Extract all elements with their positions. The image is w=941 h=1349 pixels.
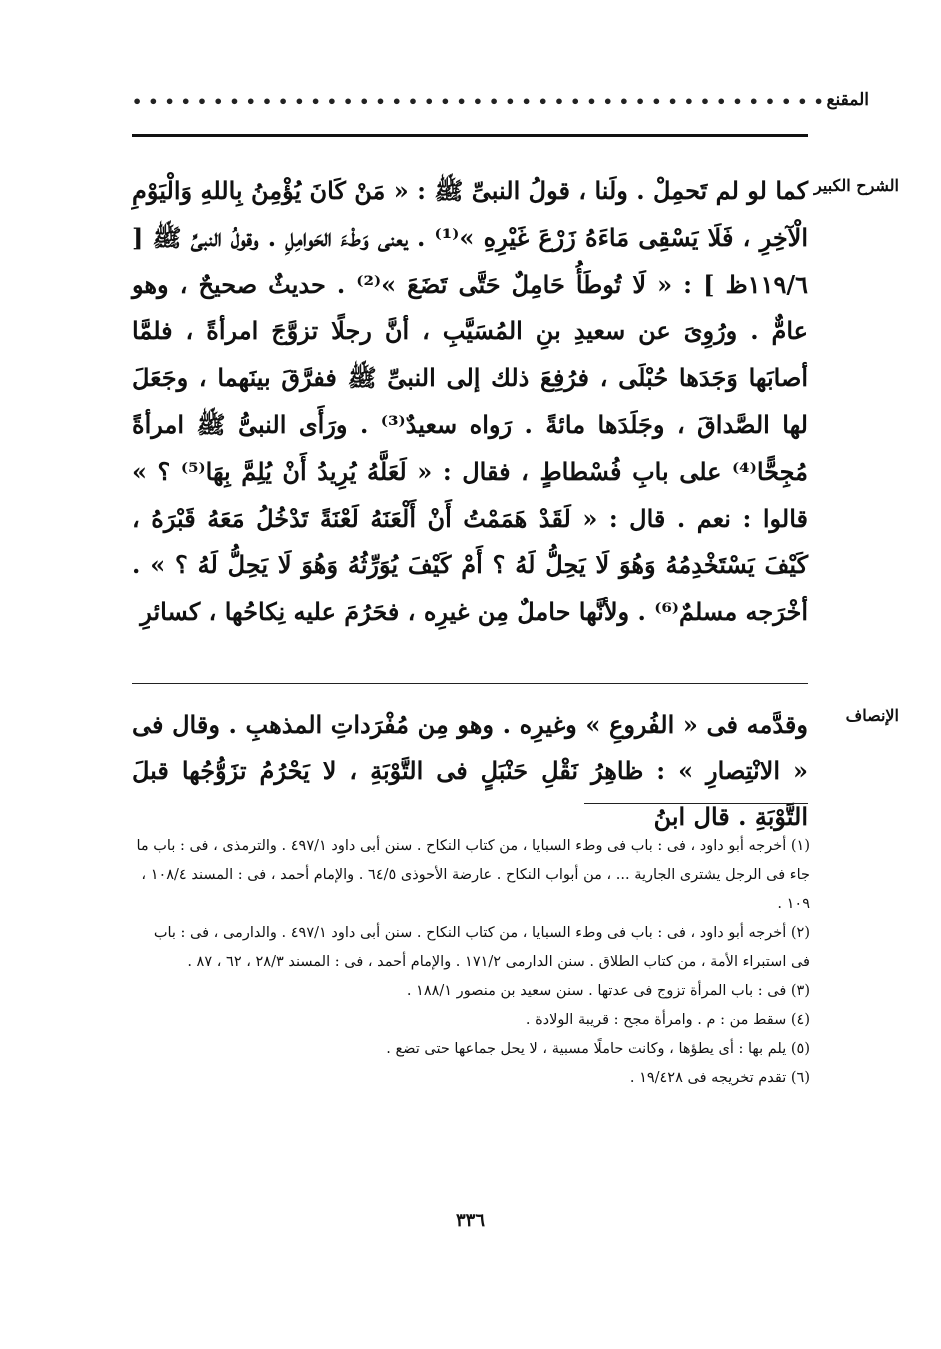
page-number: ٣٣٦ [455,1210,485,1231]
section-divider [132,683,808,684]
sharh-paragraph: كما لو لم تَحمِلْ . ولَنا ، قولُ النبىِّ ﷺ : « مَنْ كَانَ يُؤْمِنُ بِاللهِ وَالْيَوْمِ الْآخِرِ ، فَلَا يَسْقِى مَاءَهُ زَرْعَ غَيْرِهِ »⁽¹⁾ . يعنى وَطْءَ الحَوامِلِ . وقولُ النبىِّ ﷺ [ ١١٩/٦ظ ] : « لَا تُوطَأُ حَامِلٌ حَتَّى تَضَعَ »⁽²⁾ . حديثٌ صحيحٌ ، وهو عامٌّ . ورُوِىَ عن سعيدِ بنِ المُسَيَّبِ ، أنَّ رجلًا تزوَّجَ امرأةً ، فلمَّا أصابَها وَجَدَها حُبْلَى ، فرُفِعَ ذلك إلى النبىِّ ﷺ ففرَّقَ بينَهما ، وجَعَلَ لها الصَّداقَ ، وجَلَدَها مائةً . رَواه سعيدٌ⁽³⁾ . ورَأَى النبىُّ ﷺ امرأةً مُجِحًّا⁽⁴⁾ على بابِ فُسْطاطٍ ، فقال : « لَعَلَّهُ يُرِيدُ أَنْ يُلِمَّ بِهَا⁽⁵⁾ ؟ » قالوا : نعم . قال : « لَقَدْ هَمَمْتُ أَنْ أَلْعَنَهُ لَعْنَةً تَدْخُلُ مَعَهُ قَبْرَهُ ، كَيْفَ يَسْتَخْدِمُهُ وَهُوَ لَا يَحِلُّ لَهُ ؟ أَمْ كَيْفَ يُوَرِّثُهُ وَهُوَ لَا يَحِلُّ لَهُ ؟ » . أخْرَجه مسلمٌ⁽⁶⁾ . ولأنَّها حاملٌ مِن غيرِه ، فحَرُمَ عليه نِكاحُها ، كسائرِ [132,176,809,627]
footnote-1: (١) أخرجه أبو داود ، فى : باب فى وطء السبايا ، من كتاب النكاح . سنن أبى داود ٤٩٧/١ . والترمذى ، فى : باب ما جاء فى الرجل يشترى الجارية ... ، من أبواب النكاح . عارضة الأحوذى ٦٤/٥ . والإمام أحمد ، فى : المسند ١٠٨/٤ ، ١٠٩ . [136,838,810,912]
footnote-rule [584,803,808,804]
footnote-2: (٢) أخرجه أبو داود ، فى : باب فى وطء السبايا ، من كتاب النكاح . سنن أبى داود ٤٩٧/١ . والدارمى ، فى : باب فى استبراء الأمة ، من كتاب الطلاق . سنن الدارمى ١٧١/٢ . والإمام أحمد ، فى : المسند ٢٨/٣ ، ٦٢ ، ٨٧ . [153,925,810,970]
sharh-main-text [132,168,808,673]
footnote-5: (٥) يلم بها : أى يطؤها ، وكانت حاملًا مسبية ، لا يحل جماعها حتى تضع . [386,1041,810,1057]
header-rule [132,134,808,137]
running-header [0,90,941,130]
footnotes [132,832,810,1093]
footnote-6: (٦) تقدم تخريجه فى ١٩/٤٢٨ . [629,1070,810,1086]
header-dotted-leader: ••••••••••••••••••••••••••••••••••••••••••• [132,92,830,111]
insaf-section-label: الإنصاف [845,706,899,725]
sharh-section-label: الشرح الكبير [814,176,899,195]
header-title: المقنع [826,90,869,110]
footnote-4: (٤) سقط من : م . وامرأة مجح : قريبة الولادة . [525,1012,810,1028]
insaf-text [132,702,808,831]
footnote-3: (٣) فى : باب المرأة تزوج فى عدتها . سنن سعيد بن منصور ١٨٨/١ . [406,983,810,999]
insaf-paragraph: وقدَّمه فى « الفُروعِ » وغيرِه . وهو مِن مُفْرَداتِ المذهبِ . وقال فى « الانْتِصارِ » : ظاهِرُ نَقْلِ حَنْبَلٍ فى التَّوْبَةِ ، لا يَحْرُمُ تزَوُّجُها قبلَ التَّوْبَةِ . قال ابنُ [132,710,808,831]
